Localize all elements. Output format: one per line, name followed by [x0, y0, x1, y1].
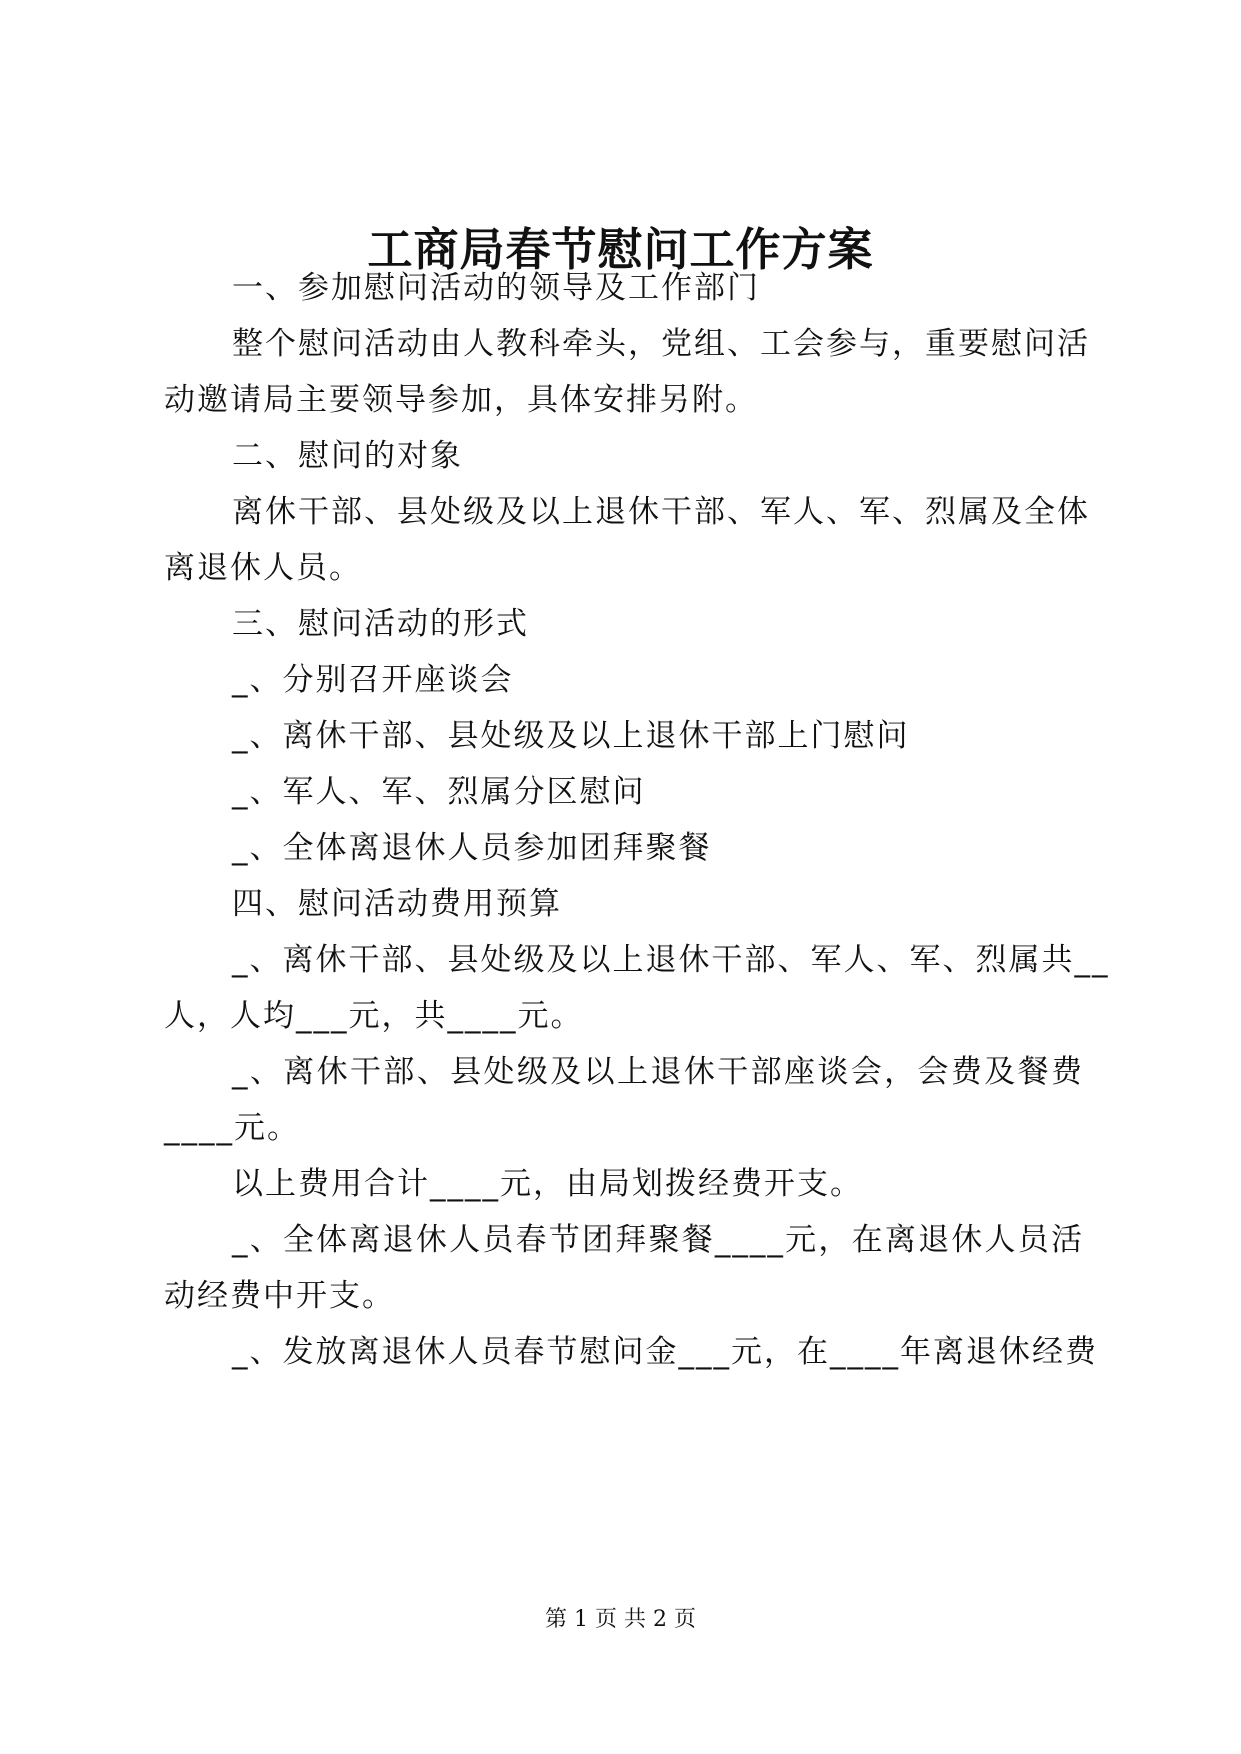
section-heading-3: 三、慰问活动的形式 [232, 606, 529, 642]
section-heading-2: 二、慰问的对象 [232, 438, 463, 474]
list-item: _、军人、军、烈属分区慰问 [232, 774, 646, 810]
list-item: _、全体离退休人员春节团拜聚餐____元，在离退休人员活 [232, 1222, 1084, 1258]
document-title: 工商局春节慰问工作方案 [367, 223, 874, 276]
paragraph-line: 离休干部、县处级及以上退休干部、军人、军、烈属及全体 [232, 494, 1090, 530]
list-item: _、分别召开座谈会 [232, 662, 514, 698]
list-item: _、发放离退休人员春节慰问金___元，在____年离退休经费 [232, 1334, 1098, 1370]
paragraph-line: 人，人均___元，共____元。 [164, 998, 584, 1034]
list-item: _、离休干部、县处级及以上退休干部上门慰问 [232, 718, 910, 754]
section-heading-1: 一、参加慰问活动的领导及工作部门 [232, 270, 760, 306]
paragraph-line: 动邀请局主要领导参加，具体安排另附。 [164, 382, 758, 418]
paragraph-line: 动经费中开支。 [164, 1278, 395, 1314]
paragraph-line: ____元。 [164, 1110, 300, 1146]
section-heading-4: 四、慰问活动费用预算 [232, 886, 562, 922]
paragraph-line: 离退休人员。 [164, 550, 362, 586]
list-item: _、全体离退休人员参加团拜聚餐 [232, 830, 712, 866]
page-number-footer: 第 1 页 共 2 页 [545, 1607, 696, 1632]
list-item: _、离休干部、县处级及以上退休干部座谈会，会费及餐费 [232, 1054, 1084, 1090]
paragraph-line: 以上费用合计____元，由局划拨经费开支。 [232, 1166, 863, 1202]
list-item: _、离休干部、县处级及以上退休干部、军人、军、烈属共__ [232, 942, 1110, 978]
paragraph-line: 整个慰问活动由人教科牵头，党组、工会参与，重要慰问活 [232, 326, 1090, 362]
